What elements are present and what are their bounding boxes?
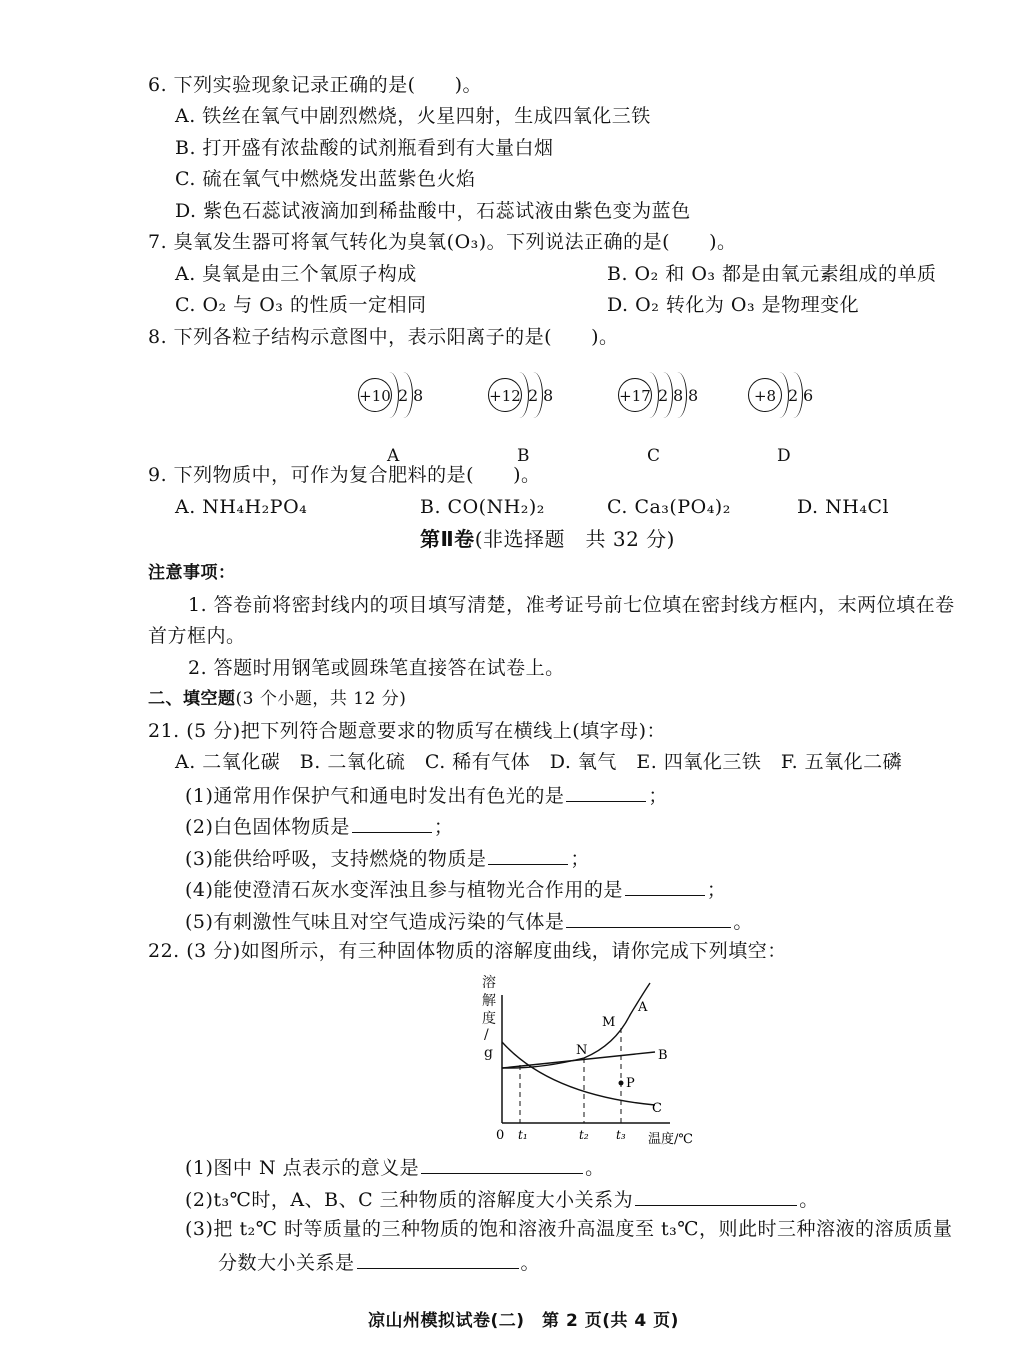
shell-count: 2 [658,386,669,405]
nucleus: +8 [748,378,782,412]
series-label-b: B [658,1048,668,1063]
y-axis-label-char: 溶 [482,975,496,991]
q9-stem: 9. 下列物质中，可作为复合肥料的是( )。 [148,464,541,486]
q21-sub-1: (1)通常用作保护气和通电时发出有色光的是 ； [185,781,668,809]
answer-blank[interactable] [566,781,646,802]
q21-sub-5: (5)有刺激性气味且对空气造成污染的气体是 。 [185,907,753,935]
series-label-c: C [652,1101,662,1116]
diagram-label: A [387,446,400,466]
nucleus: +17 [618,378,652,412]
nucleus: +12 [488,378,522,412]
y-axis-label-char: / [484,1027,489,1043]
q7-stem: 7. 臭氧发生器可将氧气转化为臭氧(O₃)。下列说法正确的是( )。 [148,231,737,253]
y-axis-label-char: 度 [482,1011,496,1027]
diagram-label: B [517,446,530,466]
shell-count: 8 [543,386,554,405]
q7-option-d: D. O₂ 转化为 O₃ 是物理变化 [607,294,860,316]
q7-option-c: C. O₂ 与 O₃ 的性质一定相同 [175,294,427,316]
answer-blank[interactable] [421,1153,583,1174]
q21-sub-4: (4)能使澄清石灰水变浑浊且参与植物光合作用的是 ； [185,875,726,903]
diagram-label: D [777,446,791,466]
nucleus: +10 [358,378,392,412]
q21-stem: 21. (5 分)把下列符合题意要求的物质写在横线上(填字母)： [148,720,667,742]
y-axis-label-char: 解 [482,993,496,1009]
q6-option-c: C. 硫在氧气中燃烧发出蓝紫色火焰 [175,168,476,190]
point-label-p: P [626,1076,635,1091]
y-axis-label-char: g [484,1045,493,1061]
q22-stem: 22. (3 分)如图所示，有三种固体物质的溶解度曲线，请你完成下列填空： [148,940,787,962]
x-axis-label: 温度/℃ [648,1132,693,1147]
q7-option-a: A. 臭氧是由三个氧原子构成 [175,263,417,285]
q22-sub-3-cont: 分数大小关系是 。 [218,1248,540,1276]
q9-option-c: C. Ca₃(PO₄)₂ [607,496,731,518]
q6-option-a: A. 铁丝在氧气中剧烈燃烧，火星四射，生成四氧化三铁 [175,105,651,127]
shell-count: 2 [398,386,409,405]
part2-title: 第Ⅱ卷(非选择题 共 32 分) [420,527,675,551]
diagram-label: C [647,446,661,466]
shell-count: 6 [803,386,814,405]
x-tick-label: t₁ [518,1128,528,1142]
q21-options: A. 二氧化碳 B. 二氧化硫 C. 稀有气体 D. 氧气 E. 四氧化三铁 F. 五氧化二磷 [175,751,903,773]
point-p [619,1081,624,1086]
shell-count: 8 [688,386,699,405]
answer-blank[interactable] [625,875,705,896]
page-footer: 凉山州模拟试卷(二) 第 2 页(共 4 页) [368,1311,679,1331]
notice-title: 注意事项： [148,563,236,583]
q7-option-b: B. O₂ 和 O₃ 都是由氧元素组成的单质 [607,263,937,285]
series-label-a: A [638,1000,648,1015]
shell-count: 2 [528,386,539,405]
solubility-chart [470,965,720,1150]
q21-sub-2: (2)白色固体物质是 ； [185,812,453,840]
answer-blank[interactable] [357,1248,519,1269]
answer-blank[interactable] [635,1185,797,1206]
x-tick-label: t₂ [579,1128,589,1142]
shell-count: 8 [413,386,424,405]
answer-blank[interactable] [352,812,432,833]
origin-label: 0 [496,1128,505,1143]
notice-item-1: 1. 答卷前将密封线内的项目填写清楚，准考证号前七位填在密封线方框内，末两位填在卷 [188,594,955,616]
notice-item-2: 2. 答题时用钢笔或圆珠笔直接答在试卷上。 [188,657,565,679]
q6-option-b: B. 打开盛有浓盐酸的试剂瓶看到有大量白烟 [175,137,554,159]
q21-sub-3: (3)能供给呼吸，支持燃烧的物质是 ； [185,844,590,872]
shell-count: 2 [788,386,799,405]
q9-option-b: B. CO(NH₂)₂ [420,496,545,518]
notice-item-1-cont: 首方框内。 [148,625,246,647]
answer-blank[interactable] [566,907,731,928]
q9-option-a: A. NH₄H₂PO₄ [175,496,308,518]
q22-sub-2: (2)t₃℃时，A、B、C 三种物质的溶解度大小关系为 。 [185,1185,819,1213]
q22-sub-1: (1)图中 N 点表示的意义是 。 [185,1153,605,1181]
q8-stem: 8. 下列各粒子结构示意图中，表示阳离子的是( )。 [148,326,619,348]
x-tick-label: t₃ [616,1128,626,1142]
q6-option-d: D. 紫色石蕊试液滴加到稀盐酸中，石蕊试液由紫色变为蓝色 [175,200,691,222]
answer-blank[interactable] [488,844,568,865]
shell-count: 8 [673,386,684,405]
point-label-m: M [602,1015,616,1030]
q9-option-d: D. NH₄Cl [797,496,890,518]
q6-stem: 6. 下列实验现象记录正确的是( )。 [148,74,482,96]
q22-sub-3: (3)把 t₂℃ 时等质量的三种物质的饱和溶液升高温度至 t₃℃，则此时三种溶液的溶质质量 [185,1218,953,1240]
section-heading: 二、填空题(3 个小题，共 12 分) [148,689,407,709]
point-label-n: N [576,1043,588,1058]
